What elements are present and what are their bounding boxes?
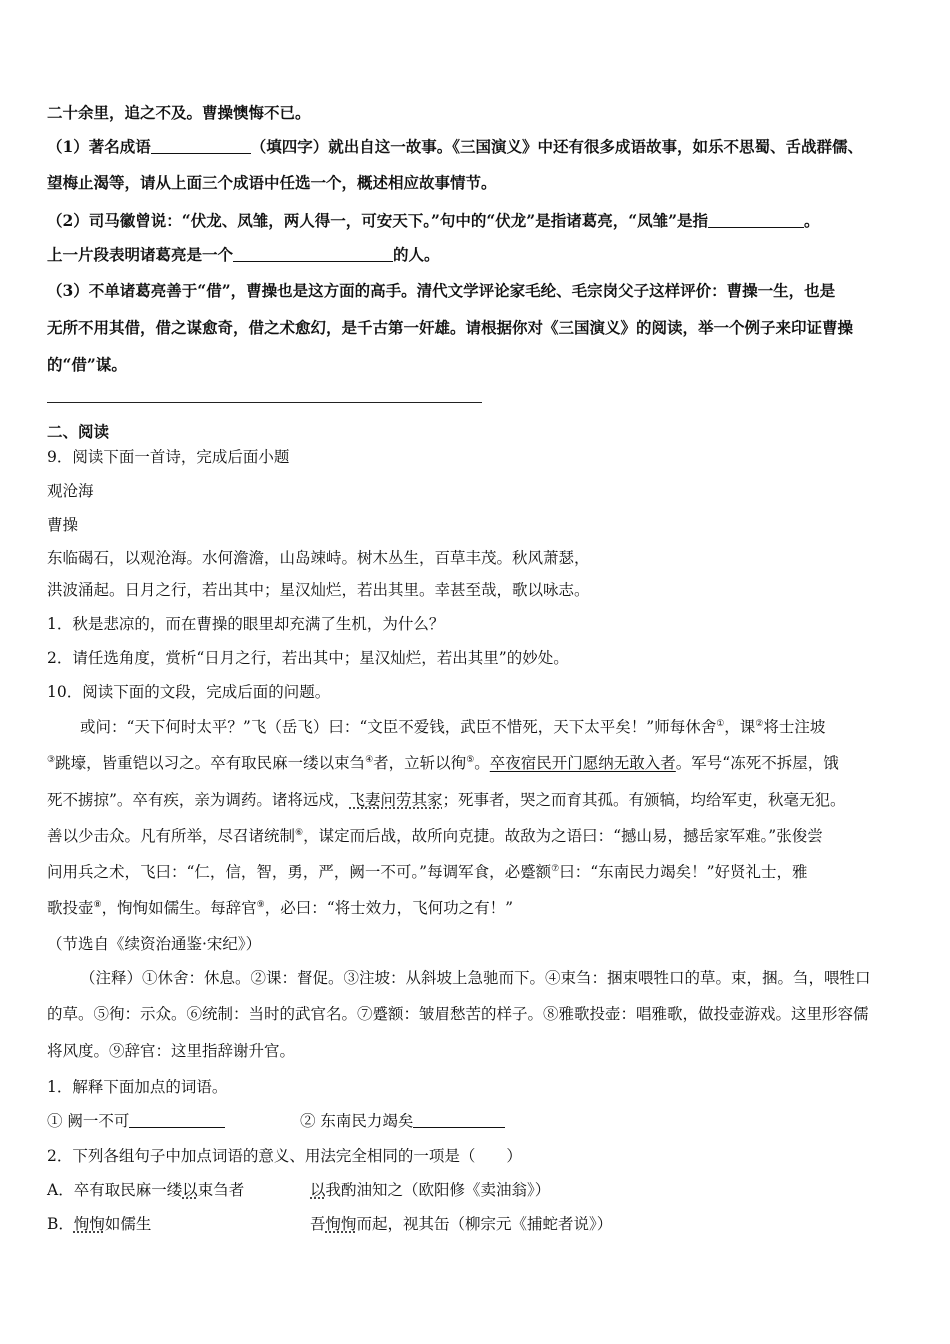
answer-blank-zhuge[interactable] — [233, 247, 393, 262]
poem-title: 观沧海 — [47, 482, 94, 500]
note-ref: ④ — [365, 755, 374, 765]
question-3-line3: 的“借”谋。 — [47, 355, 127, 374]
option-text: A．卒有取民麻一缕 — [47, 1181, 183, 1199]
question-1 — [47, 137, 863, 157]
passage-text: 跳壕，皆重铠以习之。卒有取民麻一缕以束刍 — [55, 754, 366, 772]
option-text: 而起，视其缶（柳宗元《捕蛇者说》） — [356, 1215, 613, 1233]
note-ref: ② — [755, 719, 764, 729]
passage-text: 或问：“天下何时太平？”飞（岳飞）曰：“文臣不爱钱，武臣不惜死，天下太平矣！”师每休舍 — [80, 718, 717, 736]
notes-line-2: 的草。⑤徇：示众。⑥统制：当时的武官名。⑦蹙额：皱眉愁苦的样子。⑧雅歌投壶：唱雅歌，做投壶游戏。这里形容儒 — [47, 1005, 869, 1023]
dotted-word: 以 — [182, 1181, 198, 1199]
option-a-right — [310, 1180, 550, 1200]
q9-intro: 9．阅读下面一首诗，完成后面小题 — [47, 448, 290, 466]
question-3-line1: （3）不单诸葛亮善于“借”，曹操也是这方面的高手。清代文学评论家毛纶、毛宗岗父子这样评价：曹操一生，也是 — [47, 281, 836, 300]
q10-sub-1-item-b — [300, 1111, 505, 1131]
question-1-middle: （填四字）就出自这一故事。《三国演义》中还有很多成语故事，如乐不思蜀、舌战群儒、 — [250, 137, 864, 156]
passage-line-2 — [47, 753, 839, 773]
dotted-word: 恂恂 — [325, 1215, 357, 1233]
question-2-line2 — [47, 245, 440, 265]
notes-line-1: （注释）①休舍：休息。②课：督促。③注坡：从斜坡上急驰而下。④束刍：捆束喂牲口的草。束，捆。刍，喂牲口 — [80, 969, 871, 987]
passage-line-3 — [47, 790, 845, 810]
dotted-word: 恂恂 — [73, 1215, 105, 1233]
passage-text: 死不掳掠”。卒有疾，亲为调药。诸将远戍， — [47, 791, 350, 809]
passage-text: 者，立斩以徇 — [373, 754, 467, 772]
q10-sub-1-item-a — [47, 1111, 225, 1131]
poem-verse-2: 洪波涌起。日月之行，若出其中；星汉灿烂，若出其里。幸甚至哉，歌以咏志。 — [47, 581, 590, 599]
passage-text: 问用兵之术，飞曰：“仁，信，智，勇，严，阙一不可。”每调军食，必蹙额 — [47, 863, 552, 881]
notes-line-3: 将风度。⑨辞官：这里指辞谢升官。 — [47, 1042, 296, 1060]
note-ref: ⑥ — [295, 828, 304, 838]
question-3-line2: 无所不用其借，借之谋愈奇，借之术愈幻，是千古第一奸雄。请根据你对《三国演义》的阅读，举一个例子来印证曹操 — [47, 318, 854, 337]
question-2-line2-suffix: 的人。 — [393, 245, 440, 264]
section-heading: 二、阅读 — [47, 422, 110, 441]
option-a-left[interactable] — [47, 1180, 244, 1200]
passage-line-5 — [47, 862, 808, 882]
option-b-right — [310, 1214, 612, 1234]
passage-text: 善以少击众。凡有所举，尽召诸统制 — [47, 827, 296, 845]
option-text: B． — [47, 1215, 74, 1233]
passage-text: 曰：“东南民力竭矣！”好贤礼士，雅 — [559, 863, 808, 881]
passage-text: ，课 — [724, 718, 756, 736]
dotted-phrase: 飞妻问劳其家 — [349, 791, 443, 809]
poem-author: 曹操 — [47, 516, 79, 534]
option-b-left[interactable] — [47, 1214, 151, 1234]
q9-sub-1: 1．秋是悲凉的，而在曹操的眼里却充满了生机，为什么？ — [47, 615, 445, 633]
note-ref: ③ — [47, 755, 56, 765]
question-2-line2-prefix: 上一片段表明诸葛亮是一个 — [47, 245, 234, 264]
note-ref: ① — [716, 719, 725, 729]
underlined-sentence: 卒夜宿民开门愿纳无敢入者 — [489, 754, 676, 772]
note-ref: ⑦ — [551, 864, 560, 874]
passage-text: ，恂恂如儒生。每辞官 — [101, 899, 257, 917]
poem-verse-1: 东临碣石，以观沧海。水何澹澹，山岛竦峙。树木丛生，百草丰茂。秋风萧瑟， — [47, 549, 590, 567]
option-text: 吾 — [310, 1215, 326, 1233]
q10-sub-1: 1．解释下面加点的词语。 — [47, 1078, 228, 1096]
question-1-line2: 望梅止渴等，请从上面三个成语中任选一个，概述相应故事情节。 — [47, 173, 497, 192]
passage-line-4 — [47, 826, 823, 846]
question-2 — [47, 211, 820, 231]
q10-sub-2: 2．下列各组句子中加点词语的意义、用法完全相同的一项是（ ） — [47, 1147, 522, 1165]
question-2-suffix: 。 — [804, 211, 820, 230]
note-ref: ⑤ — [466, 755, 475, 765]
passage-line-6 — [47, 898, 513, 918]
answer-blank-jie[interactable] — [413, 1113, 505, 1128]
note-ref: ⑨ — [256, 900, 265, 910]
answer-line[interactable] — [47, 402, 482, 403]
option-text: 束刍者 — [197, 1181, 245, 1199]
passage-text: ；死事者，哭之而育其孤。有颁犒，均给军吏，秋毫无犯。 — [442, 791, 846, 809]
passage-text: ，谋定而后战，故所向克捷。故敌为之语曰：“撼山易，撼岳家军难。”张俊尝 — [303, 827, 823, 845]
answer-blank-idiom[interactable] — [151, 139, 251, 154]
passage-text: 。军号“冻死不拆屋，饿 — [675, 754, 839, 772]
option-text: 我酌油知之（欧阳修《卖油翁》） — [325, 1181, 551, 1199]
q10-intro: 10．阅读下面的文段，完成后面的问题。 — [47, 683, 331, 701]
question-1-prefix: （1）著名成语 — [47, 137, 151, 156]
note-ref: ⑧ — [93, 900, 102, 910]
passage-source: （节选自《续资治通鉴·宋纪》） — [47, 935, 262, 953]
item-label: ① 阙一不可 — [47, 1112, 130, 1130]
passage-text: 歌投壶 — [47, 899, 94, 917]
dotted-word: 以 — [310, 1181, 326, 1199]
answer-blank-que[interactable] — [129, 1113, 225, 1128]
option-text: 如儒生 — [104, 1215, 152, 1233]
passage-text: 。 — [474, 754, 490, 772]
answer-blank-fengchu[interactable] — [708, 213, 804, 228]
intro-line: 二十余里，追之不及。曹操懊悔不已。 — [47, 103, 311, 122]
q9-sub-2: 2．请任选角度，赏析“日月之行，若出其中；星汉灿烂，若出其里”的妙处。 — [47, 649, 569, 667]
item-label: ② 东南民力竭矣 — [300, 1112, 414, 1130]
passage-text: ，必曰：“将士效力，飞何功之有！” — [264, 899, 514, 917]
passage-line-1 — [80, 717, 825, 737]
passage-text: 将士注坡 — [763, 718, 826, 736]
question-2-prefix: （2）司马徽曾说：“伏龙、凤雏，两人得一，可安天下。”句中的“伏龙”是指诸葛亮，“凤雏”是指 — [47, 211, 709, 230]
